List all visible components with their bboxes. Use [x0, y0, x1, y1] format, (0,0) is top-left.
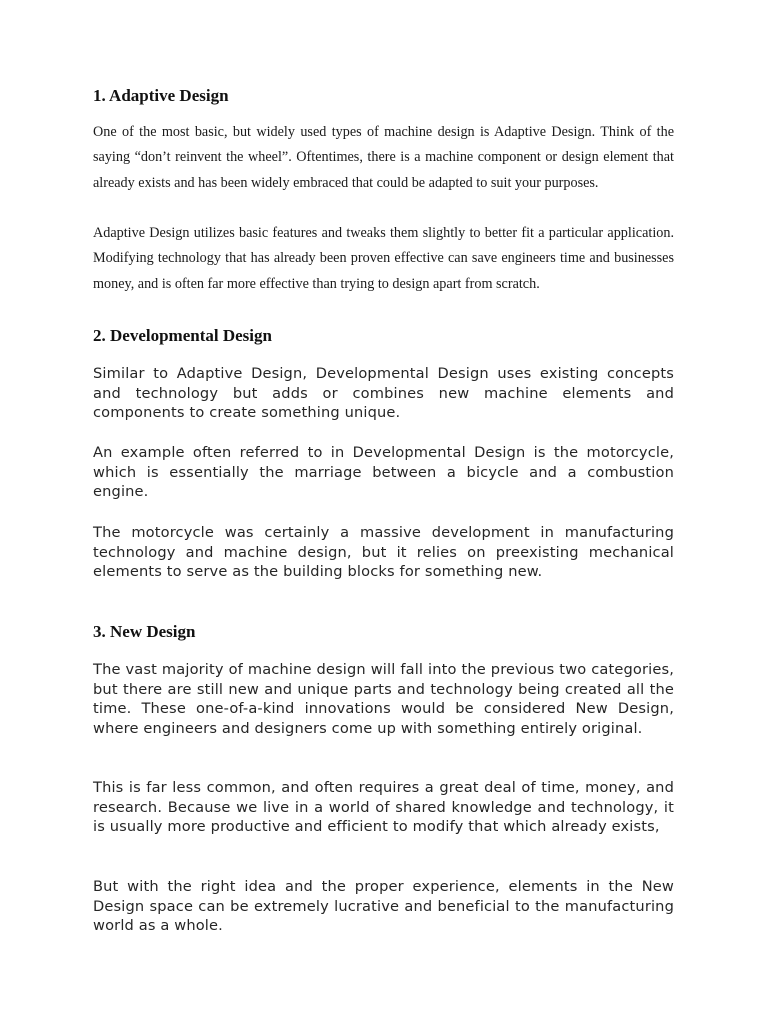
paragraph-new-design-2: This is far less common, and often requires a great deal of time, money, and research. Because we live in a world of shared knowledge and technology, it is usually more productive and efficient to modify that which already exists,	[93, 779, 674, 836]
paragraph-new-design-1: The vast majority of machine design will fall into the previous two categories, but there are still new and unique parts and technology being created all the time. These one-of-a-kind innovations would be considered New Design, where engineers and designers come up with something entirely original.	[93, 661, 674, 737]
paragraph-new-design-3: But with the right idea and the proper experience, elements in the New Design space can be extremely lucrative and beneficial to the manufacturing world as a whole.	[93, 878, 674, 935]
section-heading-new-design: 3. New Design	[93, 622, 196, 641]
paragraph-developmental-1: Similar to Adaptive Design, Developmental Design uses existing concepts and technology but adds or combines new machine elements and components to create something unique.	[93, 365, 674, 422]
paragraph-developmental-2: An example often referred to in Developmental Design is the motorcycle, which is essentially the marriage between a bicycle and a combustion engine.	[93, 444, 674, 501]
paragraph-developmental-3: The motorcycle was certainly a massive development in manufacturing technology and machine design, but it relies on preexisting mechanical elements to serve as the building blocks for something new.	[93, 524, 674, 581]
section-heading-adaptive-design: 1. Adaptive Design	[93, 86, 229, 105]
section-heading-developmental-design: 2. Developmental Design	[93, 326, 272, 345]
paragraph-adaptive-1: One of the most basic, but widely used types of machine design is Adaptive Design. Think of the saying “don’t reinvent the wheel”. Oftentimes, there is a machine component or design element that already exists and has been widely embraced that could be adapted to suit your purposes.	[93, 124, 674, 191]
paragraph-adaptive-2: Adaptive Design utilizes basic features and tweaks them slightly to better fit a particular application. Modifying technology that has already been proven effective can save engineers time and businesses money, and is often far more effective than trying to design apart from scratch.	[93, 225, 674, 292]
